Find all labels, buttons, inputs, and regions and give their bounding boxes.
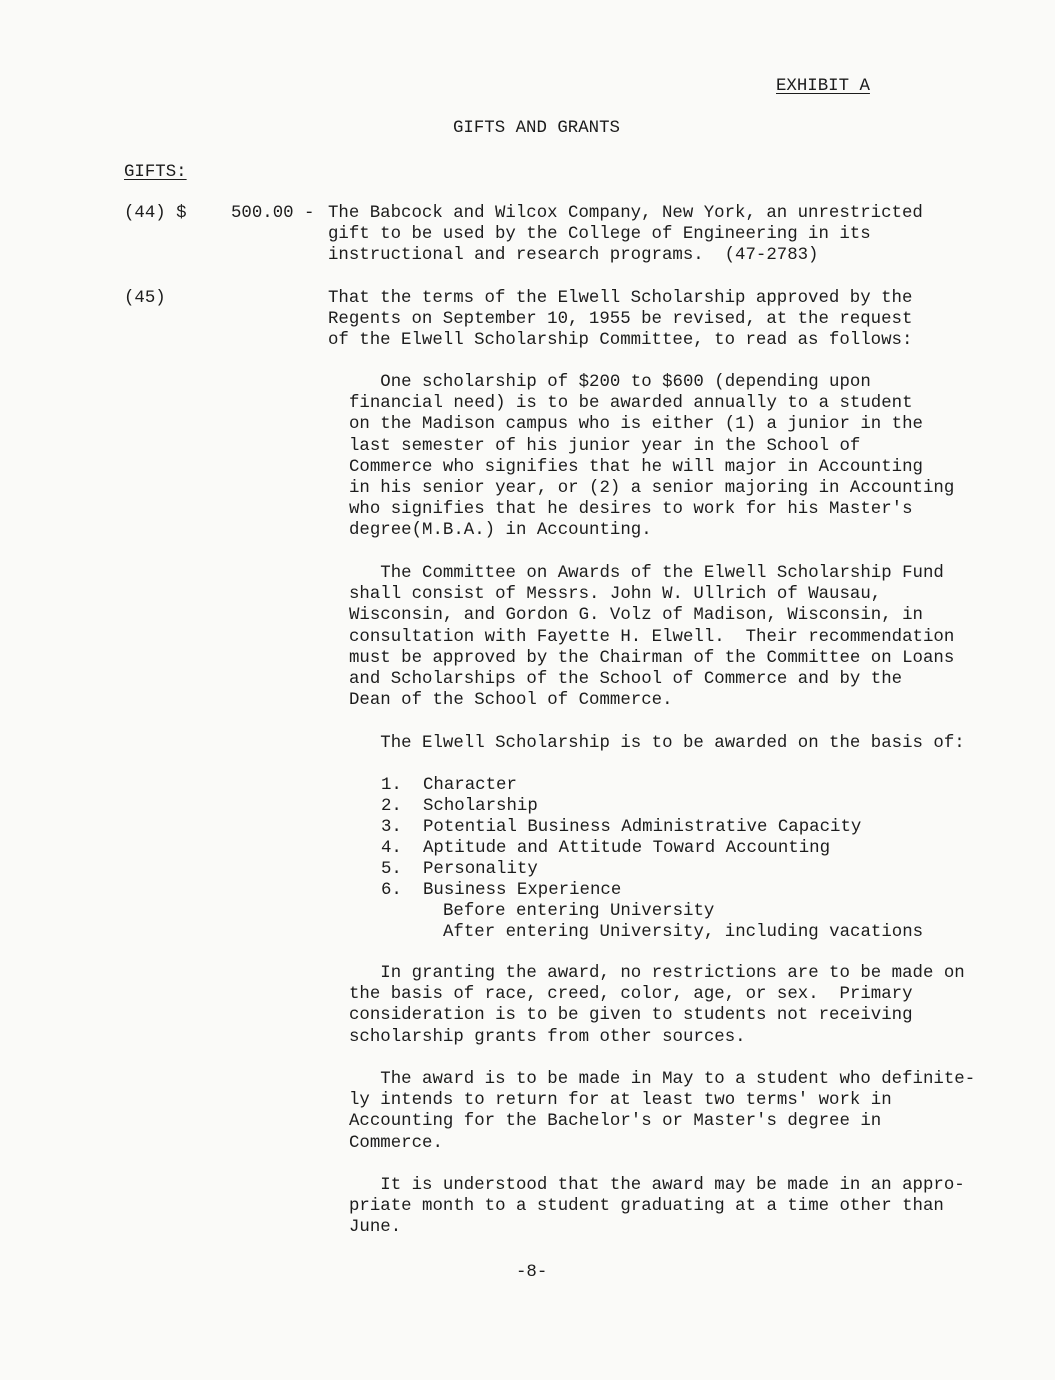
item-45-number: (45) <box>124 289 166 308</box>
paragraph-line: degree(M.B.A.) in Accounting. <box>349 521 652 541</box>
paragraph-award-timing <box>349 1069 975 1154</box>
criteria-text: Business Experience <box>423 881 622 900</box>
paragraph-line: June. <box>349 1218 402 1238</box>
paragraph-basis <box>349 733 965 754</box>
section-label: GIFTS: <box>124 163 187 182</box>
criteria-text: Scholarship <box>423 797 538 816</box>
item-44-text <box>328 203 923 267</box>
criteria-subitem: Before entering University <box>443 902 715 921</box>
paragraph-line: last semester of his junior year in the School of <box>349 436 861 456</box>
criteria-number: 1. <box>381 776 402 795</box>
paragraph-line: consideration is to be given to students not receiving <box>349 1006 913 1026</box>
paragraph-line: must be approved by the Chairman of the Committee on Loans <box>349 648 955 668</box>
item-44-amount: 500.00 - <box>231 204 315 223</box>
criteria-text: Aptitude and Attitude Toward Accounting <box>423 839 831 858</box>
paragraph-line: shall consist of Messrs. John W. Ullrich of Wausau, <box>349 585 882 605</box>
paragraph-line: Commerce who signifies that he will major in Accounting <box>349 457 923 477</box>
criteria-number: 5. <box>381 860 402 879</box>
item-45-line: of the Elwell Scholarship Committee, to read as follows: <box>328 331 913 351</box>
criteria-number: 6. <box>381 881 402 900</box>
item-45-text <box>328 288 912 352</box>
paragraph-line: consultation with Fayette H. Elwell. Their recommendation <box>349 627 955 647</box>
item-44-line: gift to be used by the College of Engineering in its <box>328 225 871 245</box>
paragraph-line: Wisconsin, and Gordon G. Volz of Madison, Wisconsin, in <box>349 606 923 626</box>
criteria-subitem: After entering University, including vacations <box>443 923 924 942</box>
paragraph-line: in his senior year, or (2) a senior majoring in Accounting <box>349 478 955 498</box>
paragraph-line: In granting the award, no restrictions are to be made on <box>349 964 965 983</box>
paragraph-graduation <box>349 1175 965 1239</box>
document-title: GIFTS AND GRANTS <box>453 119 620 138</box>
paragraph-line: It is understood that the award may be made in an appro- <box>349 1176 965 1195</box>
paragraph-line: Dean of the School of Commerce. <box>349 691 673 711</box>
criteria-text: Character <box>423 776 517 795</box>
criteria-number: 2. <box>381 797 402 816</box>
paragraph-line: The Committee on Awards of the Elwell Scholarship Fund <box>349 564 944 583</box>
paragraph-scholarship-terms <box>349 372 954 542</box>
criteria-text: Personality <box>423 860 538 879</box>
paragraph-line: ly intends to return for at least two terms' work in <box>349 1091 892 1111</box>
paragraph-committee <box>349 563 954 711</box>
item-45-line: Regents on September 10, 1955 be revised, at the request <box>328 310 913 330</box>
paragraph-line: One scholarship of $200 to $600 (depending upon <box>349 373 871 392</box>
criteria-text: Potential Business Administrative Capacity <box>423 818 862 837</box>
paragraph-line: Commerce. <box>349 1133 443 1153</box>
paragraph-line: scholarship grants from other sources. <box>349 1027 746 1047</box>
paragraph-no-restrictions <box>349 963 965 1048</box>
item-44-number: (44) $ <box>124 204 187 223</box>
criteria-number: 3. <box>381 818 402 837</box>
page-number: -8- <box>516 1263 548 1282</box>
paragraph-line: financial need) is to be awarded annually to a student <box>349 394 913 414</box>
item-44-line: instructional and research programs. (47-2783) <box>328 246 819 266</box>
paragraph-line: The award is to be made in May to a student who definite- <box>349 1070 976 1089</box>
paragraph-line: and Scholarships of the School of Commerce and by the <box>349 669 903 689</box>
paragraph-line: on the Madison campus who is either (1) a junior in the <box>349 415 923 435</box>
item-44-line: The Babcock and Wilcox Company, New York, an unrestricted <box>328 204 923 223</box>
paragraph-line: who signifies that he desires to work for his Master's <box>349 500 913 520</box>
paragraph-line: The Elwell Scholarship is to be awarded on the basis of: <box>349 734 965 753</box>
paragraph-line: the basis of race, creed, color, age, or sex. Primary <box>349 985 913 1005</box>
exhibit-label: EXHIBIT A <box>776 77 870 96</box>
paragraph-line: Accounting for the Bachelor's or Master's degree in <box>349 1112 882 1132</box>
paragraph-line: priate month to a student graduating at a time other than <box>349 1197 944 1217</box>
criteria-number: 4. <box>381 839 402 858</box>
item-45-line: That the terms of the Elwell Scholarship approved by the <box>328 289 913 308</box>
